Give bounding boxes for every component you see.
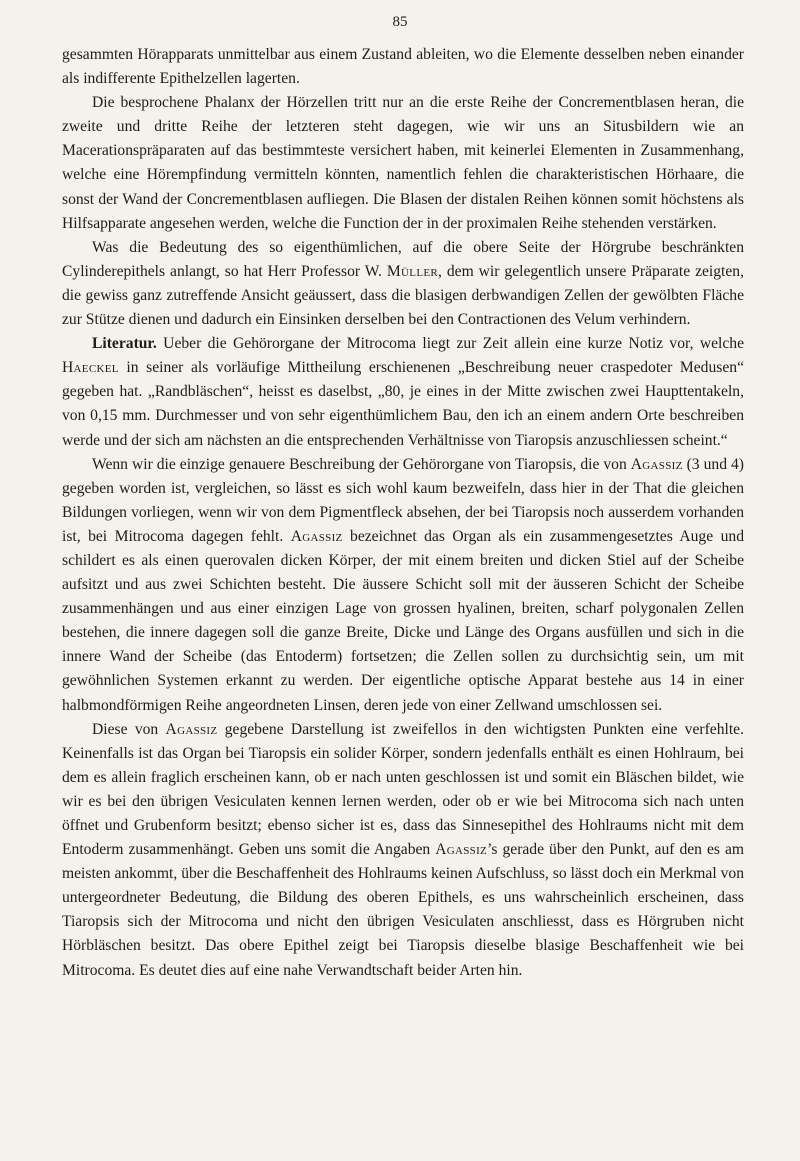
paragraph <box>62 43 744 91</box>
text-run: gegebene Darstellung ist zweifellos in den wichtigsten Punkten eine verfehlte. Keinenfalls ist das Organ bei Tiaropsis ein solider Körper, sondern jedenfalls enthält es einen Hohlraum, bei dem es allein fraglich erscheinen kann, ob er nach unten geschlossen ist und somit ein Bläschen bildet, wie wir es bei den übrigen Vesiculaten kennen lernen werden, oder ob er wie bei Mitrocoma sich nach unten öffnet und Grubenform besitzt; ebenso sicher ist es, dass das Sinnesepithel des Hohlraums nicht mit dem Entoderm zusammenhängt. Geben uns somit die Angaben <box>62 720 744 859</box>
paragraph <box>62 453 744 718</box>
paragraph <box>62 91 744 236</box>
author-name: Haeckel <box>62 359 119 377</box>
author-name: Agassiz <box>435 841 488 859</box>
text-run: , dem wir gelegentlich unsere Präparate zeigten, die gewiss ganz zutreffende Ansicht geäussert, dass die blasigen derbwandigen Zellen der gewölbten Fläche zur Stütze dienen und dadurch ein Einsinken derselben bei den Contractionen des Velum verhindern. <box>62 262 744 329</box>
paragraph <box>62 332 744 452</box>
text-run: (3 und 4) gegeben worden ist, vergleichen, so lässt es sich wohl kaum bezweifeln, dass hier in der That die gleichen Bildungen vorliegen, wenn wir von dem Pigmentfleck absehen, der bei Tiaropsis noch ausserdem vorhanden ist, bei Mitrocoma dagegen fehlt. <box>62 455 744 545</box>
author-name: Müller <box>386 262 438 280</box>
text-run: Was die Bedeutung des so eigenthümlichen, auf die obere Seite der Hörgrube beschränkten Cylinderepithels anlangt, so hat Herr Professor W. <box>62 238 744 280</box>
section-label: Literatur. <box>92 335 157 353</box>
text-run: bezeichnet das Organ als ein zusammengesetztes Auge und schildert es als einen querovalen dicken Körper, der mit einem breiten und dicken Stiel auf der Scheibe aufsitzt und aus zwei Schichten besteht. Die äussere Schicht soll mit der äusseren Schicht der Scheibe zusammenhängen und aus einer einzigen Lage von grossen hyalinen, breiten, scharf polygonalen Zellen bestehen, die innere dagegen soll die ganze Breite, Dicke und Länge des Organs ausfüllen und sich in die innere Wand der Scheibe (das Entoderm) fortsetzen; die Zellen sollen zu durchsichtig sein, um mit gewöhnlichen Systemen erkannt zu werden. Der eigentliche optische Apparat bestehe aus 14 in einer halbmondförmigen Reihe angeordneten Linsen, deren jede von einer Zellwand umschlossen sei. <box>62 527 744 714</box>
author-name: Agassiz <box>290 527 343 545</box>
paragraph <box>62 236 744 332</box>
body-text <box>62 43 744 983</box>
text-run: gesammten Hörapparats unmittelbar aus einem Zustand ableiten, wo die Elemente desselben neben einander als indifferente Epithelzellen lagerten. <box>62 46 744 88</box>
author-name: Agassiz <box>165 720 218 738</box>
paragraph <box>62 718 744 983</box>
text-run: Die besprochene Phalanx der Hörzellen tritt nur an die erste Reihe der Concrementblasen heran, die zweite und dritte Reihe der letzteren steht dagegen, wie wir uns an Situsbildern wie an Macerationspräparaten auf das bestimmteste versichert haben, mit keinerlei Elementen in Zusammenhang, welche eine Hörempfindung vermitteln könnten, namentlich fehlen die charakteristischen Hörhaare, die sonst der Wand der Concrementblasen aufliegen. Die Blasen der distalen Reihen können somit höchstens als Hilfsapparate angesehen werden, welche die Function der in der proximalen Reihe stehenden verstärken. <box>62 94 744 232</box>
text-run: Diese von <box>92 720 166 738</box>
text-run: Ueber die Gehörorgane der Mitrocoma liegt zur Zeit allein eine kurze Notiz vor, welche <box>156 335 744 353</box>
text-run: ’s gerade über den Punkt, auf den es am meisten ankommt, über die Beschaffenheit des Hohlraums keinen Aufschluss, so lässt doch ein Merkmal von untergeordneter Bedeutung, die Bildung des oberen Epithels, es uns wahrscheinlich erscheinen, dass Tiaropsis sich der Mitrocoma und nicht den übrigen Vesiculaten anschliesst, dass es Hörgruben nicht Hörbläschen besitzt. Das obere Epithel zeigt bei Tiaropsis dieselbe blasige Beschaffenheit wie bei Mitrocoma. Es deutet dies auf eine nahe Verwandtschaft beider Arten hin. <box>62 841 744 979</box>
text-run: in seiner als vorläufige Mittheilung erschienenen „Beschreibung neuer craspedoter Medusen“ gegeben hat. „Randbläschen“, heisst es daselbst, „80, je eines in der Mitte zwischen zwei Haupttentakeln, von 0,15 mm. Durchmesser und von sehr eigenthümlichem Bau, den ich an einem andern Orte beschreiben werde und der sich am nächsten an die entsprechenden Verhältnisse von Tiaropsis anzuschliessen scheint.“ <box>62 359 744 449</box>
author-name: Agassiz <box>630 455 683 473</box>
text-run: Wenn wir die einzige genauere Beschreibung der Gehörorgane von Tiaropsis, die von <box>92 455 631 473</box>
page-number: 85 <box>392 14 408 30</box>
